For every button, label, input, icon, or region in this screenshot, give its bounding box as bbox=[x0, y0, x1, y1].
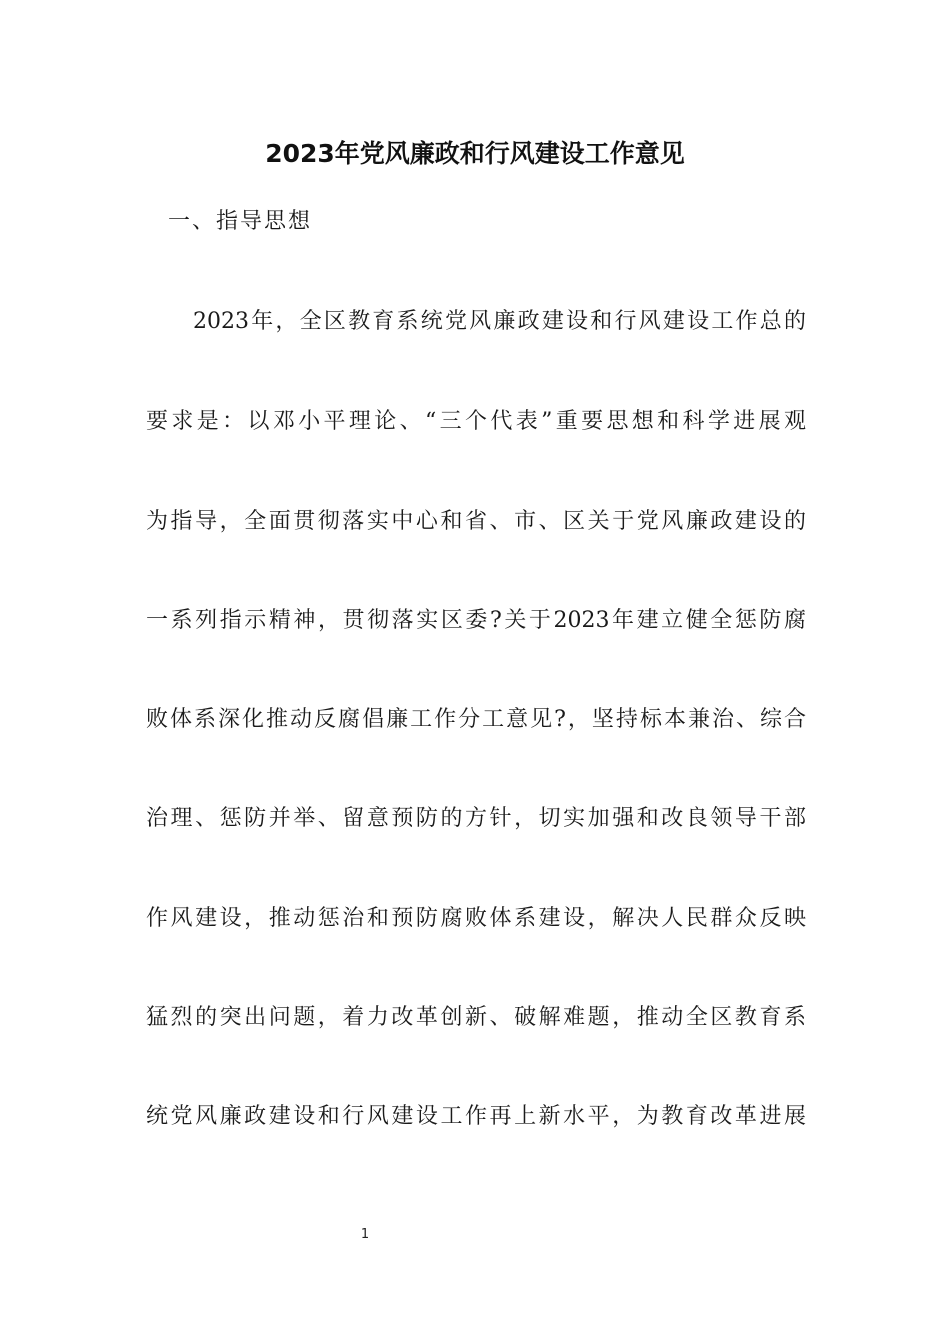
paragraph-line: 猛烈的突出问题，着力改革创新、破解难题，推动全区教育系 bbox=[146, 1005, 806, 1030]
paragraph-line: 一系列指示精神，贯彻落实区委?关于2023年建立健全惩防腐 bbox=[146, 608, 806, 633]
paragraph-line: 为指导，全面贯彻落实中心和省、市、区关于党风廉政建设的 bbox=[146, 509, 806, 534]
section-heading: 一、指导思想 bbox=[168, 209, 313, 234]
paragraph-line: 作风建设，推动惩治和预防腐败体系建设，解决人民群众反映 bbox=[146, 906, 806, 931]
paragraph-line: 要求是：以邓小平理论、“三个代表”重要思想和科学进展观 bbox=[146, 409, 806, 434]
paragraph-line: 治理、惩防并举、留意预防的方针，切实加强和改良领导干部 bbox=[146, 806, 806, 831]
paragraph-line: 2023年，全区教育系统党风廉政建设和行风建设工作总的 bbox=[193, 309, 806, 334]
document-title: 2023年党风廉政和行风建设工作意见 bbox=[265, 139, 685, 168]
paragraph-line: 败体系深化推动反腐倡廉工作分工意见?，坚持标本兼治、综合 bbox=[146, 707, 806, 732]
paragraph-line: 统党风廉政建设和行风建设工作再上新水平，为教育改革进展 bbox=[146, 1104, 806, 1129]
page-number: 1 bbox=[360, 1227, 370, 1242]
